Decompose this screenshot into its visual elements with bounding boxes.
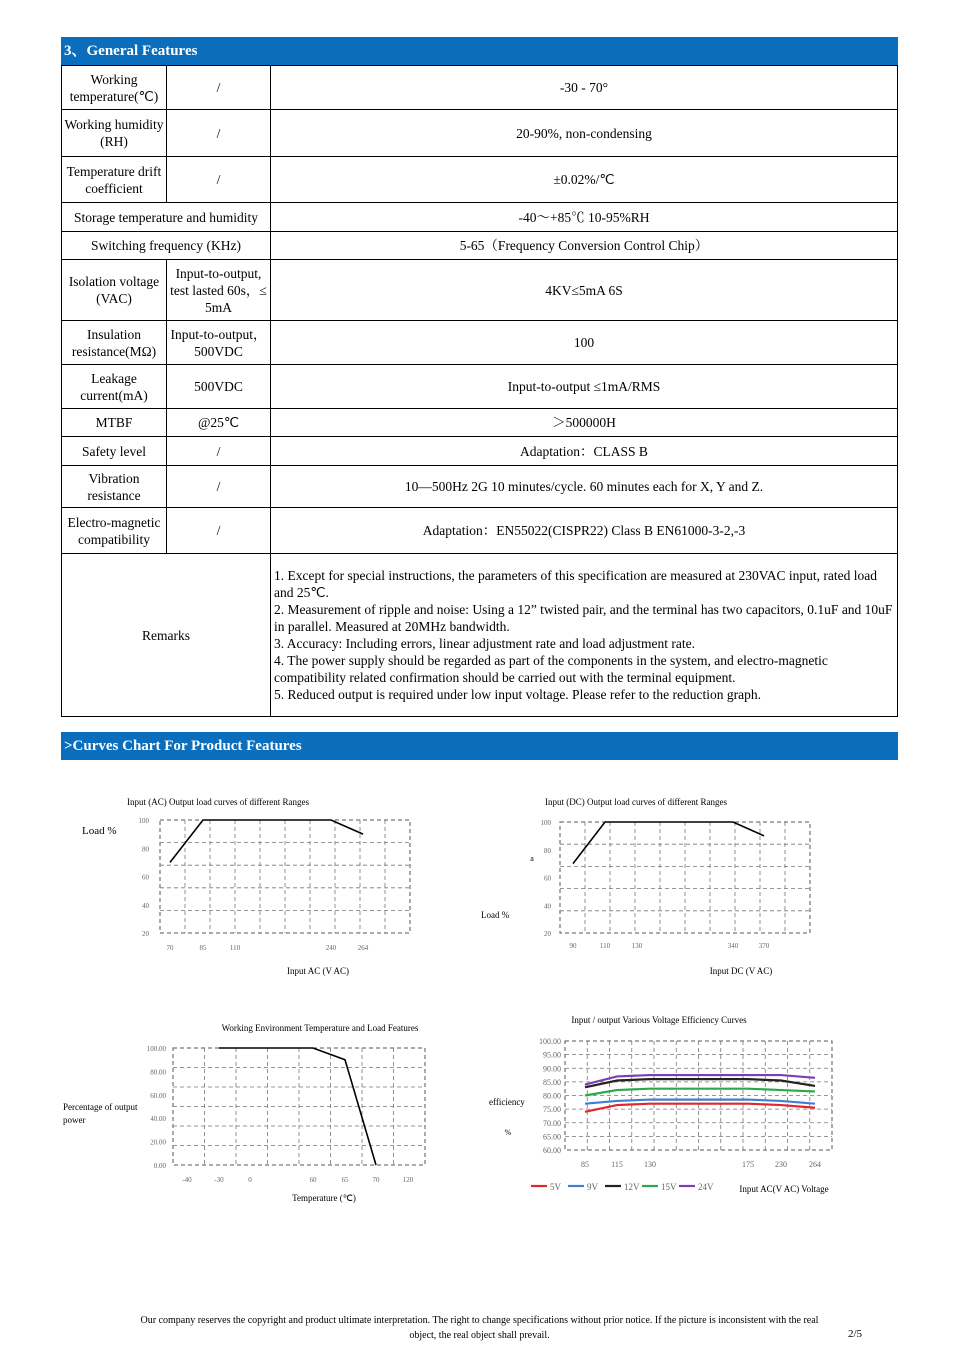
row-condition: Input-to-output，500VDC [167,321,271,365]
row-label: MTBF [62,409,167,437]
row-label: Working temperature(℃) [62,66,167,110]
legend-label-5V: 5V [550,1182,561,1192]
footer [61,1313,898,1343]
y-tick-label: 20 [142,930,149,938]
curves-header: >Curves Chart For Product Features [61,732,898,760]
row-value: -40～+85℃ 10-95%RH [271,203,898,232]
row-label: Insulation resistance(MΩ) [62,321,167,365]
row-label: Storage temperature and humidity [62,203,271,232]
remarks-label: Remarks [62,554,271,717]
row-value: 4KV≤5mA 6S [271,260,898,321]
row-condition: / [167,66,271,110]
y-tick-label: 60.00 [543,1146,561,1155]
row-value: ＞500000H [271,409,898,437]
y-tick-label: 20.00 [150,1138,166,1147]
footer-line-2: object, the real object shall prevail. [409,1330,550,1341]
y-axis-label-extra: a [530,854,534,863]
y-tick-label: 60 [544,874,551,883]
x-tick-label: 90 [569,942,577,950]
x-tick-label: -30 [214,1176,224,1184]
y-tick-label: 65.00 [543,1132,561,1142]
x-axis-label: Input DC (V AC) [709,966,773,976]
x-tick-label: 85 [581,1160,589,1169]
efficiency-series-5V [585,1104,815,1112]
x-tick-label: 130 [644,1160,656,1169]
row-value: ±0.02%/℃ [271,157,898,203]
x-tick-label: 130 [631,942,643,950]
efficiency-series-12V [585,1079,815,1087]
remark-item: 5. Reduced output is required under low input voltage. Please refer to the reduction graph. [274,687,761,702]
general-features-header: 3、General Features [61,37,898,65]
x-axis-label: Input AC(V AC) Voltage [739,1184,829,1194]
row-condition: / [167,508,271,554]
footer-line-1: Our company reserves the copyright and product ultimate interpretation. The right to change specifications without prior notice. If the picture is inconsistent with the real [140,1315,819,1326]
row-label: Working humidity (RH) [62,110,167,157]
x-tick-label: 175 [742,1160,754,1169]
row-condition: / [167,466,271,508]
row-value: 100 [271,321,898,365]
x-tick-label: 120 [402,1176,414,1184]
y-tick-label: 100 [540,819,551,827]
chart-title: Input (AC) Output load curves of different Ranges [126,797,310,807]
x-tick-label: 230 [775,1160,787,1169]
row-label: Safety level [62,437,167,466]
x-axis-label: Temperature (℃) [292,1193,356,1203]
row-label: Vibration resistance [62,466,167,508]
x-tick-label: 0 [248,1176,252,1184]
legend-label-12V: 12V [624,1182,640,1192]
x-tick-label: 110 [229,944,241,952]
x-axis-label: Input AC (V AC) [286,966,350,976]
y-axis-label: Load % [82,825,117,837]
x-tick-label: 264 [357,944,369,952]
chart-title: Input (DC) Output load curves of different Ranges [544,797,728,807]
row-condition: / [167,157,271,203]
row-value: Adaptation：EN55022(CISPR22) Class B EN61000-3-2,-3 [271,508,898,554]
x-tick-label: 60 [309,1176,317,1184]
y-tick-label: 80.00 [150,1068,166,1077]
page-number: 2/5 [848,1328,863,1340]
x-tick-label: 65 [341,1176,349,1184]
y-tick-label: 85.00 [543,1077,561,1087]
row-condition: / [167,110,271,157]
row-condition: Input-to-output, test lasted 60s，≤ 5mA [167,260,271,321]
legend-label-9V: 9V [587,1182,598,1192]
y-tick-label: 80 [544,846,551,855]
legend-label-24V: 24V [698,1182,714,1192]
row-value: -30 - 70° [271,66,898,110]
y-tick-label: 100.00 [539,1037,561,1046]
row-label: Switching frequency (KHz) [62,232,271,260]
row-label: Temperature drift coefficient [62,157,167,203]
row-label: Isolation voltage (VAC) [62,260,167,321]
efficiency-series-15V [585,1089,815,1096]
x-tick-label: 70 [166,944,174,952]
y-tick-label: 80.00 [543,1091,561,1101]
row-label: Electro-magnetic compatibility [62,508,167,554]
legend-label-15V: 15V [661,1182,677,1192]
x-tick-label: 70 [372,1176,380,1184]
y-tick-label: 20 [544,930,551,938]
y-tick-label: 40 [544,902,551,911]
row-condition: 500VDC [167,365,271,409]
y-tick-label: 60 [142,873,149,882]
row-value: 5-65（Frequency Conversion Control Chip） [271,232,898,260]
row-value: 10—500Hz 2G 10 minutes/cycle. 60 minutes each for X, Y and Z. [271,466,898,508]
y-axis-label: efficiency [489,1097,525,1107]
y-tick-label: 80 [142,845,149,854]
row-value: Adaptation：CLASS B [271,437,898,466]
remark-item: 1. Except for special instructions, the parameters of this specification are measured at 230VAC input, rated load and 25℃. [274,568,877,600]
y-tick-label: 100 [138,817,149,825]
y-tick-label: 40.00 [150,1115,166,1124]
y-axis-label: Load % [481,910,510,920]
x-tick-label: 340 [727,942,739,950]
remark-item: 3. Accuracy: Including errors, linear adjustment rate and load adjustment rate. [274,636,695,651]
y-tick-label: 100.00 [146,1045,166,1053]
x-tick-label: -40 [182,1176,192,1184]
y-axis-label: Percentage of output [63,1102,138,1112]
row-label: Leakage current(mA) [62,365,167,409]
row-condition: @25℃ [167,409,271,437]
remark-item: 4. The power supply should be regarded as part of the components in the system, and electro-magnetic compatibility related confirmation should be carried out with the terminal equipment. [274,653,828,685]
x-tick-label: 370 [758,942,770,950]
y-tick-label: 70.00 [543,1118,561,1128]
x-tick-label: 264 [809,1160,821,1169]
y-axis-unit: % [504,1128,512,1137]
row-value: Input-to-output ≤1mA/RMS [271,365,898,409]
y-tick-label: 60.00 [150,1091,166,1100]
y-tick-label: 40 [142,901,149,910]
x-tick-label: 115 [611,1160,623,1169]
y-tick-label: 0.00 [153,1162,166,1170]
y-axis-label-cont: power [63,1115,86,1125]
y-tick-label: 90.00 [543,1064,561,1074]
chart-title: Input / output Various Voltage Efficiency Curves [571,1015,747,1025]
remark-item: 2. Measurement of ripple and noise: Using a 12” twisted pair, and the terminal has two capacitors, 0.1uF and 10uF in parallel. Measured at 20MHz bandwidth. [274,602,893,634]
row-value: 20-90%, non-condensing [271,110,898,157]
x-tick-label: 110 [599,942,611,950]
load-curve-line [170,820,363,862]
derating-curve-line [219,1048,376,1165]
x-tick-label: 240 [325,944,337,952]
y-tick-label: 95.00 [543,1050,561,1060]
row-condition: / [167,437,271,466]
y-tick-label: 75.00 [543,1105,561,1115]
x-tick-label: 85 [199,944,207,952]
chart-title: Working Environment Temperature and Load Features [221,1023,419,1033]
